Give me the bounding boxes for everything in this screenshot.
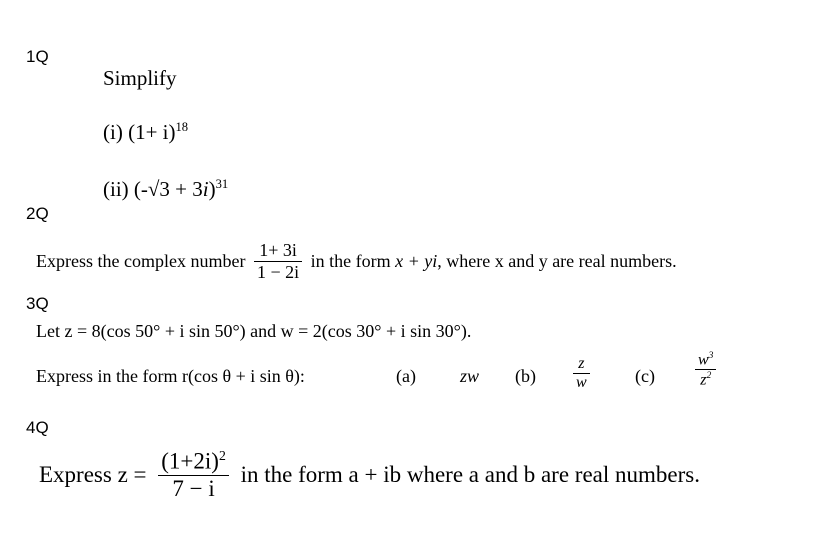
q4-statement — [39, 448, 700, 502]
q3-c-numerator: w — [698, 351, 709, 369]
q2-text-before: Express the complex number — [36, 251, 246, 271]
q1-part-ii-base: (ii) (-√3 + 3 — [103, 177, 203, 201]
q2-text-end: , where x and y are real numbers. — [437, 251, 677, 271]
q1-part-ii-exponent: 31 — [215, 177, 229, 191]
q2-text-after: in the form — [310, 251, 391, 271]
q1-part-ii-close: ) — [208, 177, 216, 201]
q3-b-denominator: w — [573, 373, 590, 392]
q3-c-fraction — [695, 350, 716, 390]
q4-numerator-exponent: 2 — [218, 448, 226, 463]
q3-line2-prefix: Express in the form r(cos θ + i sin θ): — [36, 366, 305, 386]
q3-c-numerator-exponent: 3 — [708, 350, 714, 361]
q3-b-numerator: z — [578, 355, 585, 372]
q3-line1: Let z = 8(cos 50° + i sin 50°) and w = 2(cos 30° + i sin 30°). — [36, 321, 472, 341]
q1-part-i-exponent: 18 — [175, 120, 189, 134]
q2-fraction-numerator: 1+ 3i — [259, 240, 297, 260]
question-label-4: 4Q — [26, 418, 49, 437]
q2-statement — [36, 240, 677, 283]
question-label-2: 2Q — [26, 204, 49, 223]
q3-b-fraction — [573, 355, 590, 392]
q2-fraction — [254, 240, 302, 283]
q1-part-ii-i: i — [202, 177, 209, 201]
q2-fraction-denominator: 1 − 2i — [254, 261, 302, 283]
question-label-1: 1Q — [26, 47, 49, 66]
q1-instruction: Simplify — [103, 66, 177, 90]
q1-part-ii — [103, 177, 228, 202]
q4-fraction — [158, 448, 229, 502]
q3-c-denominator: z — [700, 371, 707, 389]
q3-b-label: (b) — [515, 366, 536, 386]
q3-c-denominator-exponent: 2 — [706, 370, 712, 382]
q4-numerator: (1+2i) — [161, 448, 219, 474]
q2-form: x + yi — [395, 251, 438, 271]
q3-c-label: (c) — [635, 366, 655, 386]
q1-part-i-base: (i) (1+ i) — [103, 120, 176, 144]
q1-part-i — [103, 120, 188, 145]
q3-a-label: (a) — [396, 366, 416, 386]
q4-prefix: Express z = — [39, 461, 147, 487]
q3-a-expression: zw — [460, 366, 480, 386]
q4-denominator: 7 − i — [158, 475, 229, 502]
question-label-3: 3Q — [26, 294, 49, 313]
q4-suffix: in the form a + ib where a and b are real numbers. — [240, 461, 700, 487]
